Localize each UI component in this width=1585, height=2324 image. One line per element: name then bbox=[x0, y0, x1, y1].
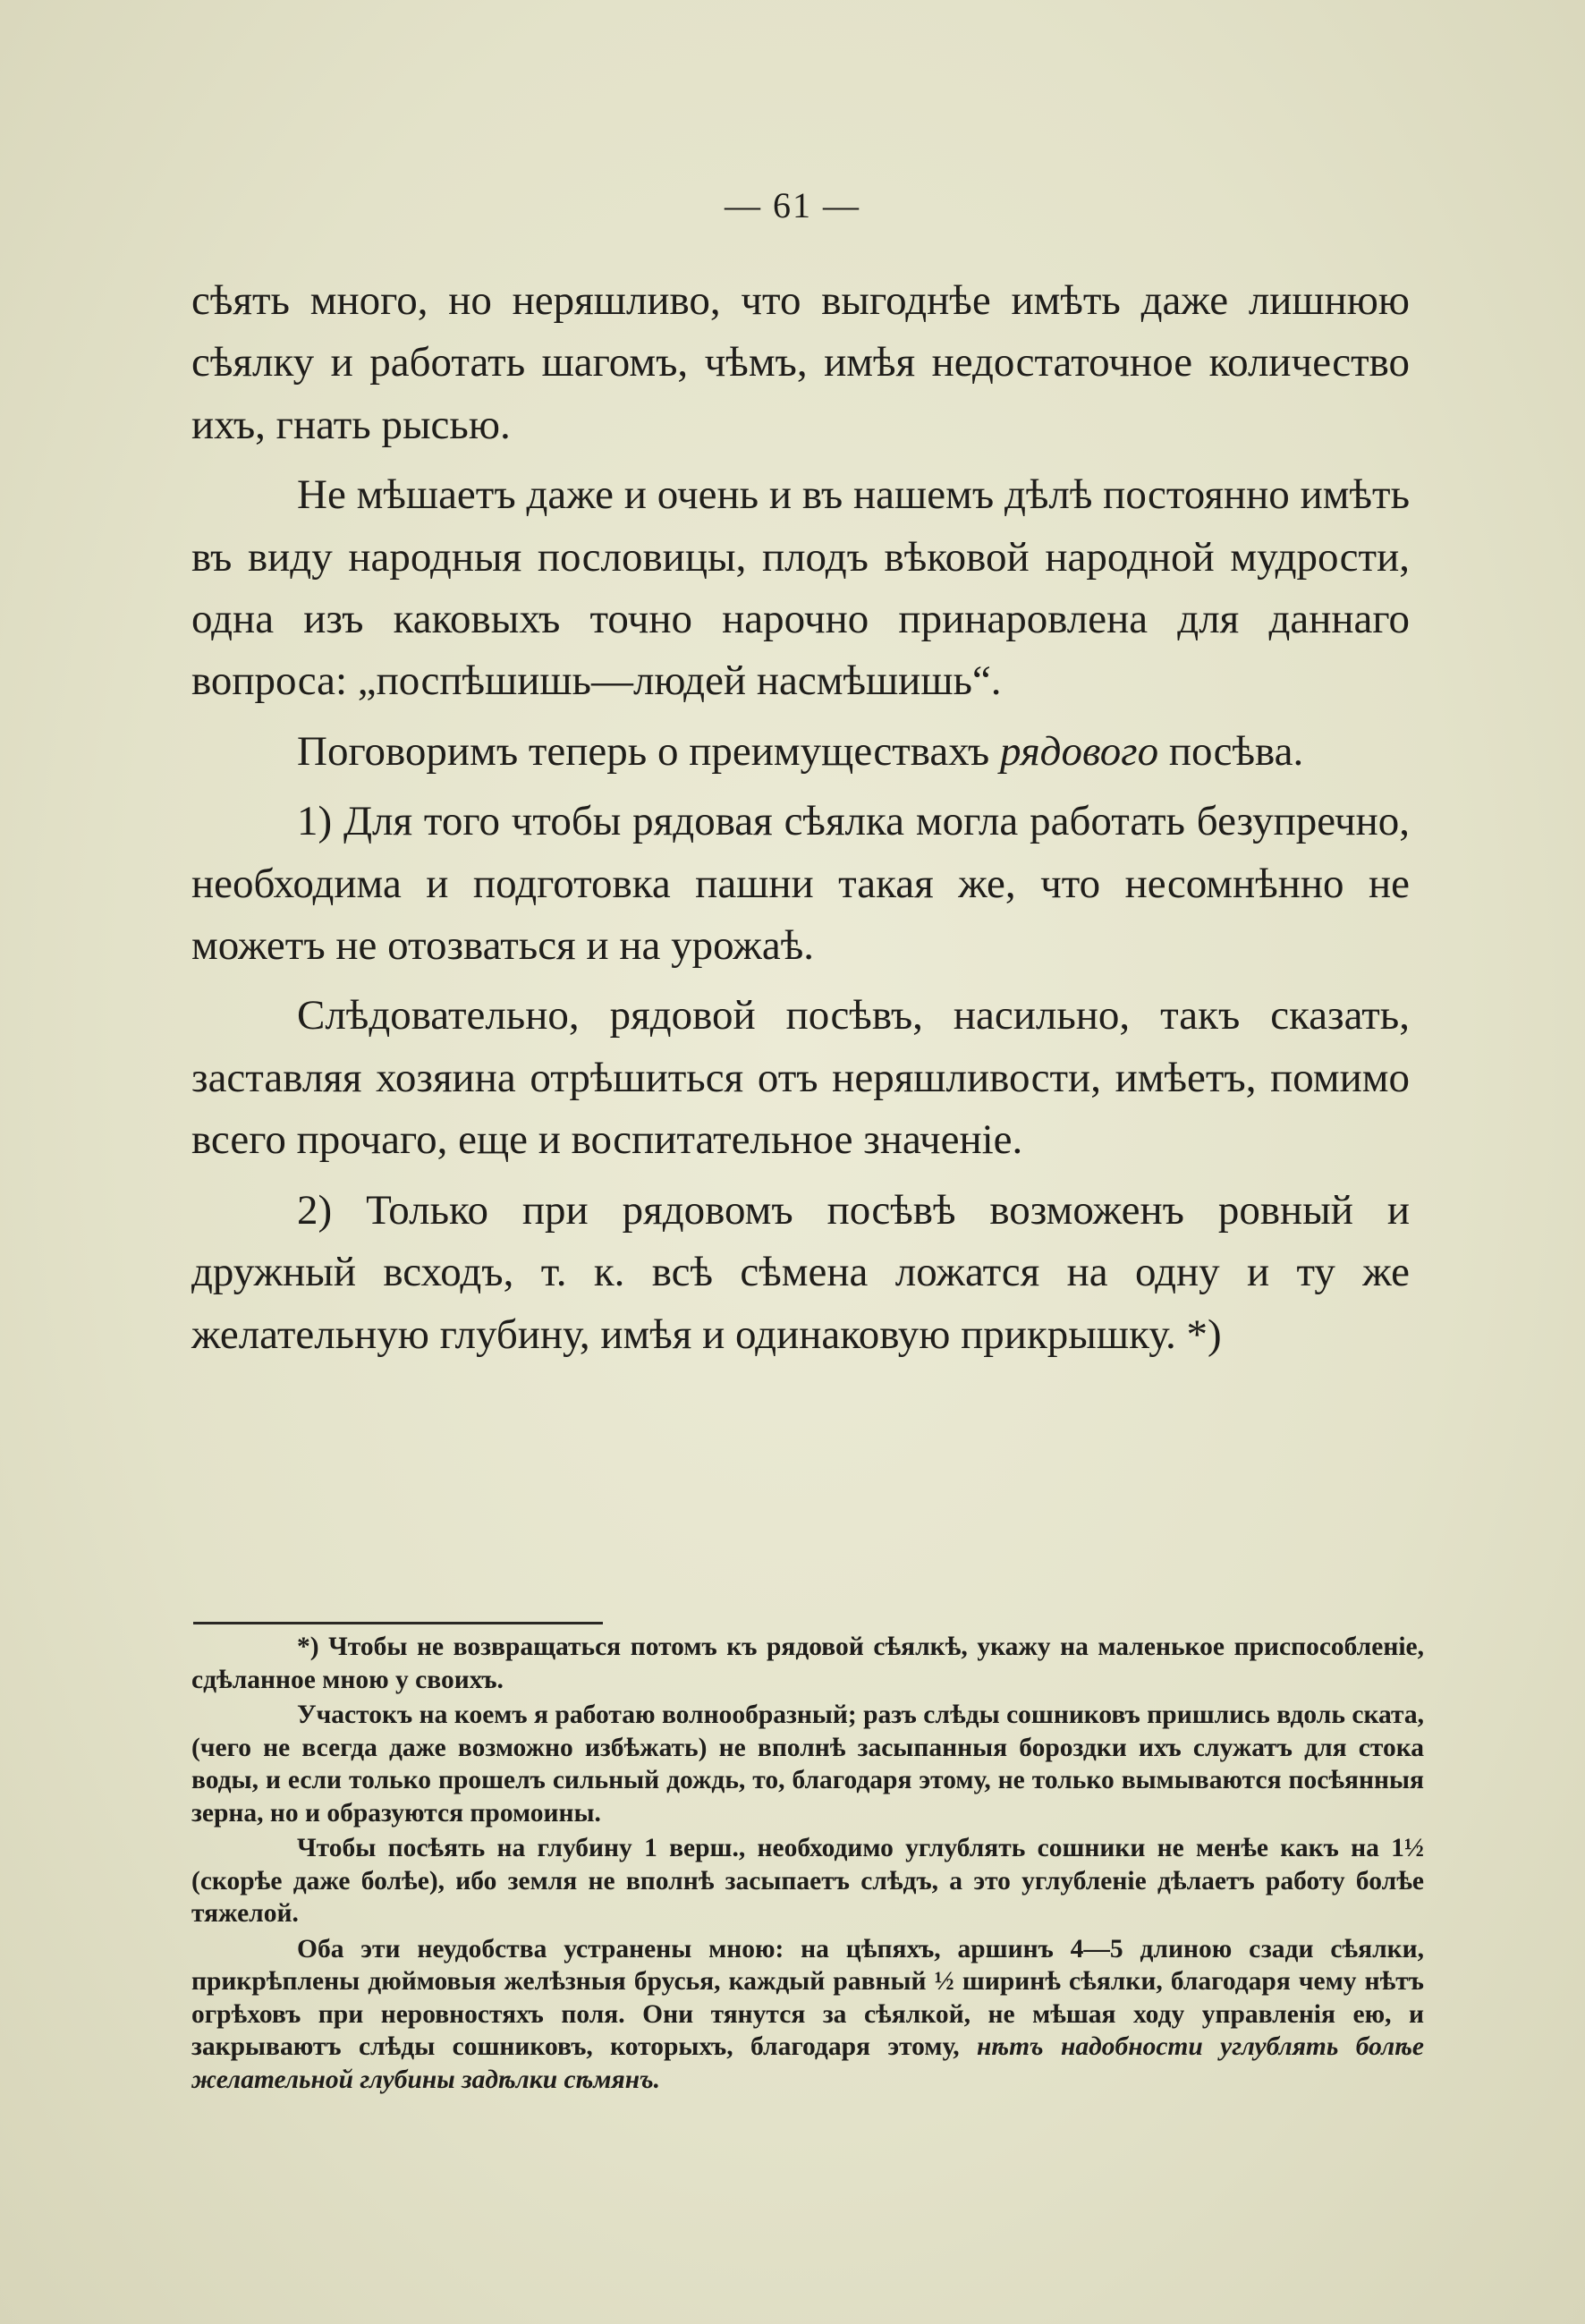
paragraph: 1) Для того чтобы рядовая сѣялка могла работать безупречно, необходима и подготовка пашни такая же, что несомнѣнно не можетъ не отозваться и на урожаѣ. bbox=[191, 798, 1410, 970]
paragraph: сѣять много, но неряшливо, что выгоднѣе имѣть даже лишнюю сѣялку и работать шагомъ, чѣмъ, имѣя недостаточное количество ихъ, гнать рысью. bbox=[191, 277, 1410, 448]
footnotes bbox=[191, 1631, 1424, 2096]
page-number: — 61 — bbox=[725, 185, 860, 225]
footnote: Чтобы посѣять на глубину 1 верш., необходимо углублять сошники не менѣе какъ на 1½ (скорѣе даже болѣе), ибо земля не вполнѣ засыпаетъ слѣдъ, а это углубленiе дѣлаетъ работу болѣе тяжелой. bbox=[191, 1834, 1424, 1928]
paragraph: Не мѣшаетъ даже и очень и въ нашемъ дѣлѣ постоянно имѣть въ виду народныя пословицы, плодъ вѣковой народной мудрости, одна изъ каковыхъ точно нарочно принаровлена для даннаго вопроса: „поспѣшишь—людей насмѣшишь“. bbox=[191, 471, 1410, 705]
main-text bbox=[191, 270, 1410, 1366]
footnote: *) Чтобы не возвращаться потомъ къ рядовой сѣялкѣ, укажу на маленькое приспособленiе, сдѣланное мною у своихъ. bbox=[191, 1633, 1424, 1694]
footnote-divider bbox=[193, 1622, 603, 1624]
footnote: Участокъ на коемъ я работаю волнообразный; разъ слѣды сошниковъ пришлись вдоль ската, (чего не всегда даже возможно избѣжать) не вполнѣ засыпанныя бороздки ихъ служатъ для стока воды, и если только прошелъ сильный дождь, то, благодаря этому, не только вымываются посѣянныя зерна, но и образуются промоины. bbox=[191, 1701, 1424, 1828]
footnote-emphasis: нѣтъ надобности углублять болѣе желательной глубины задѣлки сѣмянъ. bbox=[191, 2032, 1424, 2094]
footnote bbox=[191, 1933, 1424, 2097]
paragraph: Слѣдовательно, рядовой посѣвъ, насильно, такъ сказать, заставляя хозяина отрѣшиться отъ неряшливости, имѣетъ, помимо всего прочаго, еще и воспитательное значенiе. bbox=[191, 992, 1410, 1164]
paragraph-text: Поговоримъ теперь о преимуществахъ bbox=[297, 727, 1000, 775]
paragraph-text: посѣва. bbox=[1158, 727, 1304, 775]
paragraph: 2) Только при рядовомъ посѣвѣ возможенъ ровный и дружный всходъ, т. к. всѣ сѣмена ложатся на одну и ту же желательную глубину, имѣя и одинаковую прикрышку. *) bbox=[191, 1186, 1410, 1358]
footnote-text: Оба эти неудобства устранены мною: на цѣпяхъ, аршинъ 4—5 длиною сзади сѣялки, прикрѣплены дюймовыя желѣзныя брусья, каждый равный ½ ширинѣ сѣялки, благодаря чему нѣтъ огрѣховъ при неровностяхъ поля. Они тянутся за сѣялкой, не мѣшая ходу управленiя ею, и закрываютъ слѣды сошниковъ, которыхъ, благодаря этому, bbox=[191, 1934, 1424, 2061]
paragraph bbox=[191, 721, 1410, 783]
emphasized-word: рядового bbox=[999, 727, 1159, 775]
